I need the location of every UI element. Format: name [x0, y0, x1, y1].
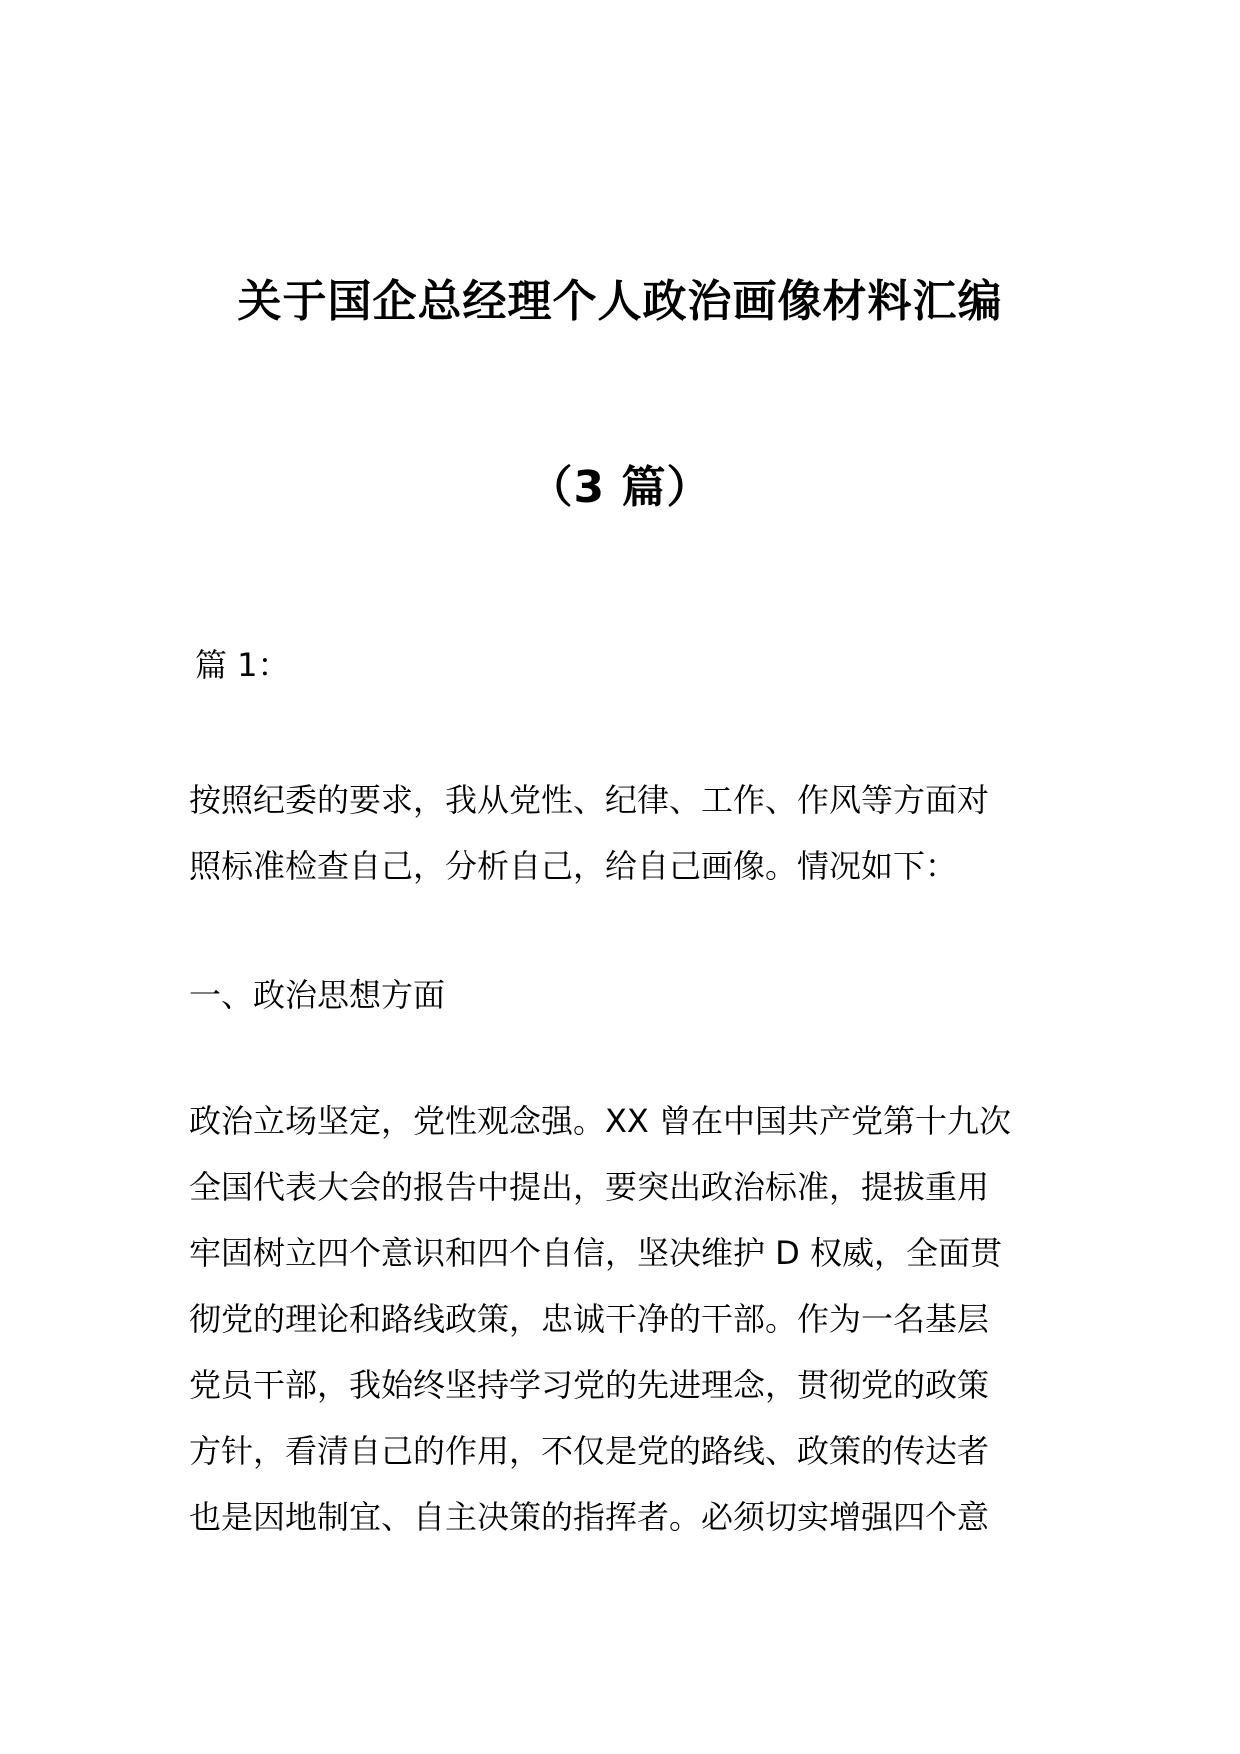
section-label: 篇 1： [195, 646, 290, 684]
text-line: 全国代表大会的报告中提出，要突出政治标准，提拔重用 [189, 1168, 990, 1206]
text-line: 按照纪委的要求，我从党性、纪律、工作、作风等方面对 [189, 781, 990, 819]
text-line: 也是因地制宜、自主决策的指挥者。必须切实增强四个意 [189, 1498, 990, 1536]
text-line: 方针，看清自己的作用，不仅是党的路线、政策的传达者 [189, 1432, 990, 1470]
text-line: 党员干部，我始终坚持学习党的先进理念，贯彻党的政策 [189, 1366, 990, 1404]
document-title: 关于国企总经理个人政治画像材料汇编 [237, 276, 1003, 327]
text-line: 照标准检查自己，分析自己，给自己画像。情况如下： [189, 847, 958, 885]
text-line: 政治立场坚定，党性观念强。XX 曾在中国共产党第十九次 [189, 1102, 1012, 1140]
text-line: 牢固树立四个意识和四个自信，坚决维护 D 权威，全面贯 [189, 1234, 1002, 1272]
document-subtitle: （3 篇） [528, 462, 712, 513]
body-paragraph [189, 1088, 1059, 1550]
intro-paragraph [189, 767, 1059, 899]
text-line: 彻党的理论和路线政策，忠诚干净的干部。作为一名基层 [189, 1300, 990, 1338]
section-heading: 一、政治思想方面 [189, 976, 446, 1014]
